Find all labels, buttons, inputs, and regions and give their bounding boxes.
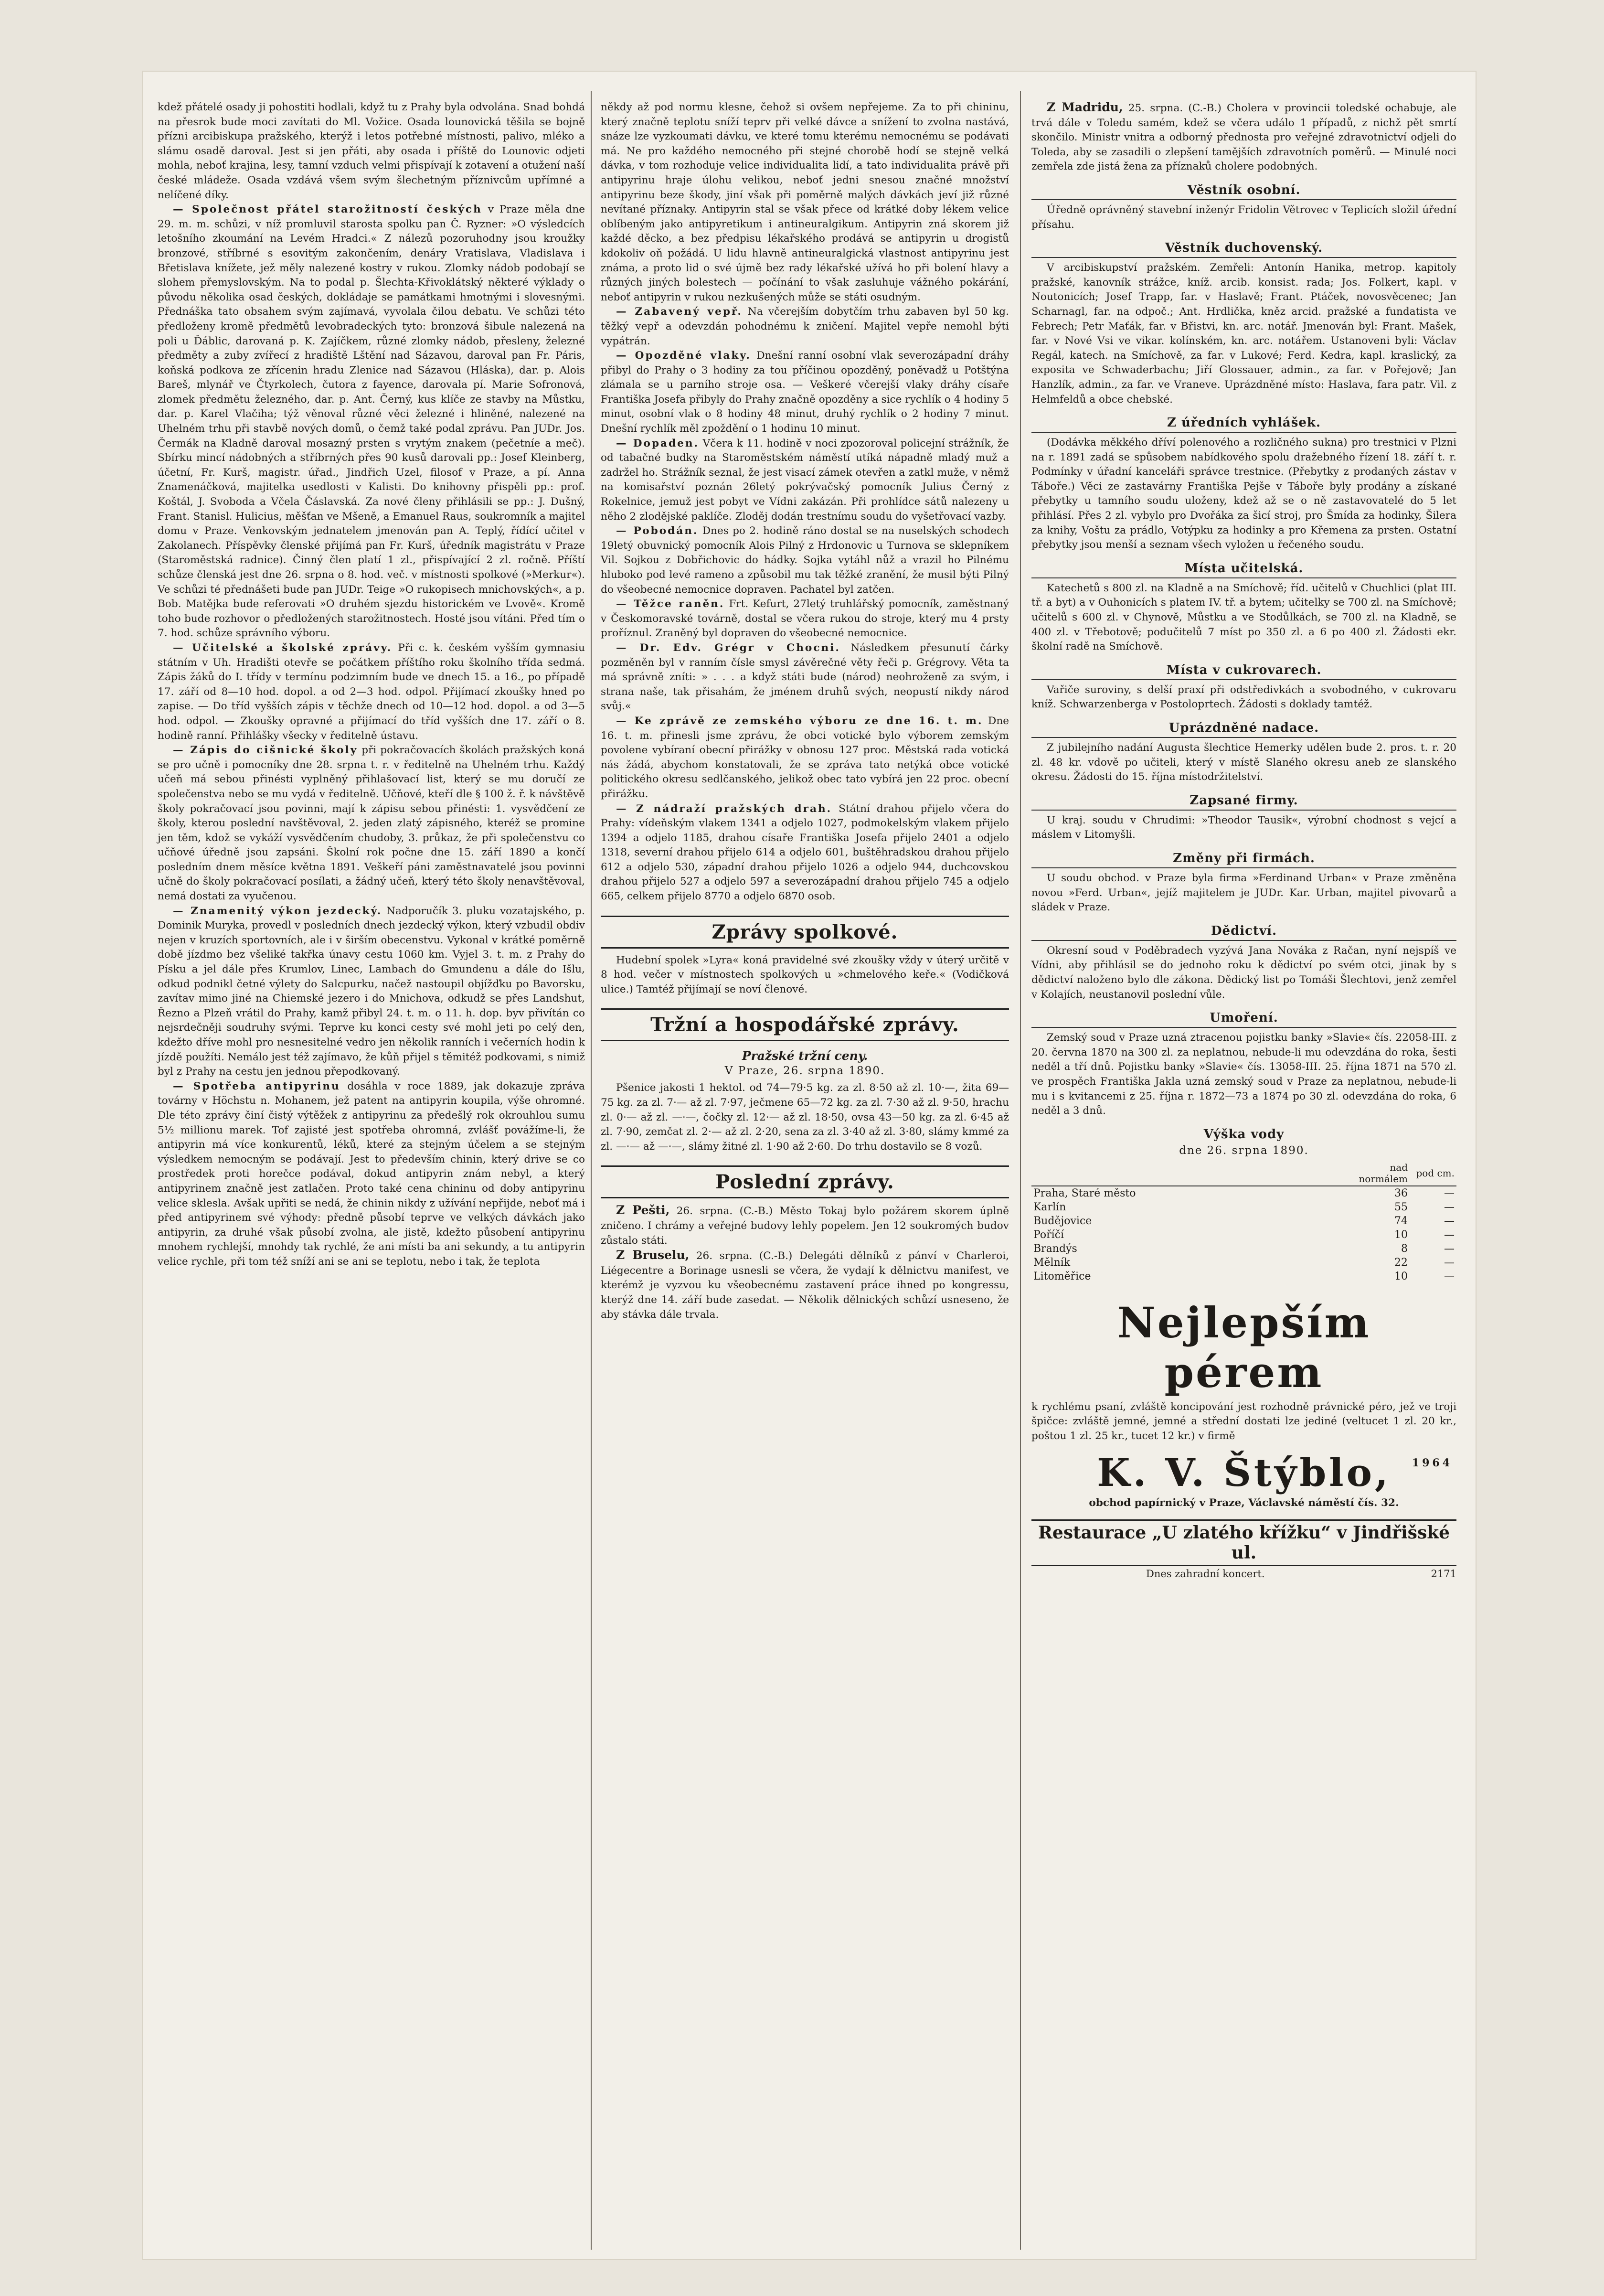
article-text: Dnešní ranní osobní vlak severozápadní dráhy přibyl do Prahy o 3 hodiny za tou příčinou opozděný, poněvadž u Potštýna zlámala se u parního stroje osa. — Veškeré včerejší vlaky dráhy císaře Františka Josefa přibyly do Prahy značně opozděny a sice rychlík o 4 hodiny 5 minut, osobní vlak o 8 hodiny 48 minut, druhý rychlík o 2 hodiny 7 minut. Dnešní rychlík měl zpoždění o 1 hodinu 10 minut. (601, 350, 1009, 435)
article (601, 802, 1009, 904)
water-level-table (1031, 1161, 1456, 1283)
section-title: Věstník osobní. (1031, 183, 1456, 200)
section-title: Zapsané firmy. (1031, 793, 1456, 811)
article-text: Vařiče suroviny, s delší praxí při odstředivkách a svobodného, v cukrovaru kníž. Schwarzenberga v Postoloprtech. Žádosti s doklady tamtéž. (1031, 683, 1456, 711)
column-header: pod cm. (1410, 1161, 1456, 1186)
concert-notice: Dnes zahradní koncert. (1146, 1568, 1265, 1580)
ad-footer (1031, 1568, 1456, 1580)
article-text: Hudební spolek »Lyra« koná pravidelné své zkoušky vždy v úterý určitě v 8 hod. večer v místnostech spolkových u »chmelového keře.« (Vodičková ulice.) Tamtéž přijímají se noví členové. (601, 954, 1009, 995)
article-text: Úředně oprávněný stavební inženýr Fridolin Větrovec v Teplicích složil úřední přísahu. (1031, 203, 1456, 231)
article (601, 641, 1009, 714)
column-2 (601, 100, 1009, 1322)
article-heading: — Pobodán. (616, 525, 699, 537)
article (158, 203, 585, 641)
table-header-row (1031, 1161, 1456, 1186)
article-text: U soudu obchod. v Praze byla firma »Ferdinand Urban« v Praze změněna novou »Ferd. Urban«, jejíž majitelem je JUDr. Kar. Urban, majitel pivovarů a sládek v Praze. (1031, 872, 1456, 914)
section-title: Věstník duchovenský. (1031, 241, 1456, 258)
section-title: Umoření. (1031, 1011, 1456, 1028)
market-prices: Pšenice jakosti 1 hektol. od 74—79·5 kg. za zl. 8·50 až zl. 10·—, žita 69—75 kg. za zl. 7·— až zl. 7·97, ječmene 65—72 kg. za zl. 7·30 až zl. 9·50, hrachu zl. 0·— až zl. —·—, čočky zl. 12·— až zl. 18·50, ovsa 43—50 kg. za zl. 6·45 až zl. 7·90, zemčat zl. 2·— až zl. 2·20, sena za zl. 3·40 až zl. 3·80, slámy kmmé za zl. —·— až —·—, slámy žitné zl. 1·90 až 2·60. Do trhu dostavilo se 8 vozů. (601, 1082, 1009, 1153)
article-heading: Z Bruselu, (616, 1248, 690, 1262)
section-title: Výška vody (1203, 1127, 1285, 1142)
ad-number: 1964 (1412, 1457, 1453, 1470)
article-text: Dne 16. t. m. přinesli jsme zprávu, že obci votické bylo výborem zemským povolene vybíraní obecní přirážky v obnosu 127 proc. Městská rada votická nás žádá, abychom konstatovali, že se zpráva tato netýká obce votické politického okresu sedlčanského, jelikož obec tato vybírá jen 22 proc. obecní přirážku. (601, 715, 1009, 800)
article-text: Frt. Kefurt, 27letý truhlářský pomocník, zaměstnaný v Českomoravské továrně, dostal se včera rukou do stroje, který mu 4 prsty proříznul. Zraněný byl dopraven do všeobecné nemocnice. (601, 598, 1009, 640)
dateline: dne 26. srpna 1890. (1179, 1144, 1309, 1157)
column-header (1031, 1161, 1357, 1186)
article (158, 1079, 585, 1270)
article (158, 904, 585, 1079)
water-level-nad: 8 (1401, 1242, 1408, 1255)
article-text: V arcibiskupství pražském. Zemřeli: Antonín Hanika, metrop. kapitoly pražské, kanovník strážce, kníž. arcib. konsist. rada; Jos. Folkert, kapl. v Noutonicích; Josef Trapp, far. v Haslavě; Frant. Ptáček, novosvěcenec; Jan Scharnagl, far. na odpoč.; Ant. Hrdlička, kněz arcid. pražské a fundatista ve Febrech; Petr Maťák, far. v Břistvi, kn. arc. notář. Jmenován byl: Frant. Mašek, far. v Nové Vsi ve vikar. kolínském, kn. arc. notářem. Ustanoveni byli: Václav Regál, katech. na Smíchově, za far. v Lukové; Ferd. Kedra, kapl. kraslický, za exposita ve Schwaderbachu; Jiří Glossauer, admin., za far. v Pořejově; Jan Hanzlík, admin., za far. ve Vraneve. Uprázdněné místo: Haslava, fara patr. Vil. z Helmfeldů a obce chebské. (1031, 262, 1456, 406)
article (601, 1203, 1009, 1248)
article-text: v Praze měla dne 29. m. m. schůzi, v níž promluvil starosta spolku pan Č. Ryzner: »O výsledcích letošního zkoumání na Levém Hradci.« Z nálezů pozoruhodny jsou kroužky bronzové, stříbrné s esovitým zakončením, denáry Vratislava, Vladislava i Břetislava knížete, jež měly nalezené kostry v rukou. Zlomky nádob podobají se slohem přemyslovským. Na to podal p. Šlechta-Křivoklátský některé výklady o původu několika osad českých, dokládaje se památkami hmotnými i slovesnými. Přednáška tato obsahem svým zajímavá, vyvolala čilou debatu. Ve schůzi této předloženy kromě předmětů levobradeckých tyto: bronzová šibule nalezená na poli u Ďáblic, darovaná p. K. Zajíčkem, různé zlomky nádob, přesleny, železné předměty a zuby zvířecí z hradiště Lštění nad Sázavou, daroval pan Fr. Páris, koňská podkova ze zřícenin hradu Zlenice nad Sázavou (Hláska), dar. p. Alois Bareš, mlynář ve Čtyrkolech, čutora z fayence, darovala pí. Marie Sofronová, zlomek předmětu železného, dar. p. Ant. Černý, kus klíče ze stavby na Můstku, dar. p. Karel Vlačiha; týž věnoval různé věci železné i hliněné, nalezené na Uhelném trhu při stavbě nových domů, o čemž také podal zprávu. Pan JUDr. Jos. Čermák na Kladně daroval mosazný prsten s vrytým znakem (pečetníe a meč). Sbírku mincí nádobných a stříbrných přes 90 kusů darovali pp.: Josef Kleinberg, účetní, Fr. Kurš, magistr. úřad., Jindřich Uzel, filosof v Praze, a pí. Anna Znamenáčková, majitelka usedlosti v Kalisti. Do knihovny přispěli pp.: prof. Koštál, J. Svoboda a Včela Čáslavská. Za nové členy přihlásili se pp.: J. Dušný, Frant. Stanisl. Hulicius, měšťan ve Mšeně, a Emanuel Raus, soukromník a majitel domu v Praze. Venkovským jednatelem jmenován pan A. Teplý, řídící učitel v Zakolanech. Příspěvky členské přijímá pan Fr. Kurš, úředník magistrátu v Praze (Staroměstská radnice). Činný člen platí 1 zl., přispívající 2 zl. ročně. Příští schůze členská jest dne 26. srpna o 8. hod. več. v místnosti spolkové (»Merkur«). Ve schůzi té přednášeti bude pan JUDr. Teige »O rukopisech mnichovských«, a p. Bob. Matějka bude referovati »O druhém sjezdu historickém ve Lvově«. Kromě toho bude rozhovor o předložených starožitnostech. Hosté jsou vítáni. Před tím o 7. hod. schůze správního výboru. (158, 203, 585, 640)
article-text: 25. srpna. (C.-B.) Cholera v provincii toledské ochabuje, ale trvá dále v Toledu samém, kdež se včera událo 1 případů, z nichž pět smrtí skončilo. Ministr vnitra a odborný přednosta pro veřejné zdravotnictví odjeli do Toleda, aby se zasadili o zlepšení tamějších zdravotních poměrů. — Minulé noci zemřela zde jistá žena za příznaků cholere podobných. (1031, 102, 1456, 173)
article (601, 714, 1009, 802)
subsection-title: Pražské tržní ceny. (742, 1049, 868, 1063)
advertiser-name: K. V. Štýblo, 1964 (1097, 1450, 1453, 1495)
article-text: Při c. k. českém vyšším gymnasiu státním v Uh. Hradišti otevře se počátkem příštího roku školního třída sedmá. Zápis žáků do I. třídy v termínu podzimním bude ve dnech 15. a 16., po případě 17. září od 8—10 hod. dopol. a od 2—3 hod. odpol. Přijímací zkoušky hned po zapise. — Do tříd vyšších zápis v těchže dnech od 10—12 hod. dopol. a od 3—5 hod. odpol. — Zkoušky opravné a přijímací do tříd vyšších dne 17. září o 8. hodině ranní. Přihlášky všecky v ředitelně ústavu. (158, 641, 585, 742)
article-text: Na včerejším dobytčím trhu zabaven byl 50 kg. těžký vepř a odevzdán pohodnému k zničení. Majitel vepře nemohl býti vypátrán. (601, 306, 1009, 347)
restaurant-ad: Restaurace „U zlatého křížku“ v Jindřišské ul. (1031, 1519, 1456, 1566)
article-text: Nadporučík 3. pluku vozatajského, p. Dominik Muryka, provedl v posledních dnech jezdecký výkon, který vzbudil obdiv nejen v kruzích sportovních, ale i v širším obecenstvu. Vykonal v krátké poměrně době jízdmo bez všeliké takřka únavy cestu 1060 km. Vyjel 3. t. m. z Prahy do Písku a jel dále přes Krumlov, Linec, Lambach do Gmundenu a dále do Išlu, odkud podnikl četné výlety do Salcpurku, načež nastoupil objížďku po Bavorsku, zavítav mimo jiné na Chiemské jezero i do Mnichova, odkudž se přes Landshut, Řezno a Plzeň vrátil do Prahy, kamž přibyl 24. t. m. o 11. h. dop. byv přivítán co nejsrdečněji soudruhy svými. Teprve ku konci cesty své mohl jeti po celý den, kdežto dříve mohl pro nesnesitelné vedro jen několik ranních i večerních hodin k jízdě použíti. Nemálo jest též zajímavo, že kůň přijel s těmitéž podkovami, s nimiž byl z Prahy na cestu jen jednou přepodkovaný. (158, 905, 585, 1078)
water-level-nad: 55 (1394, 1201, 1408, 1213)
water-level-pod: — (1444, 1256, 1455, 1269)
newspaper-page (143, 72, 1476, 2259)
article (601, 349, 1009, 437)
article-heading: — Dopaden. (616, 437, 700, 449)
article-text: Dnes po 2. hodině ráno dostal se na nuselských schodech 19letý obuvnický pomocník Alois Pilný z Hrdonovic u Turnova se sklepníkem Vil. Sojkou z Dobřichovic do hádky. Sojka vytáhl nůž a vrazil ho Pilnému hluboko pod levé rameno a způsobil mu tak těžké zranění, že musil býti Pilný do všeobecné nemocnice dopraven. Pachatel byl zatčen. (601, 525, 1009, 596)
column-3 (1031, 100, 1456, 1580)
article-text: Následkem přesunutí čárky pozměněn byl v ranním čísle smysl závěrečné věty řeči p. Grégrovy. Věta ta má správně zníti: » . . . a když státi bude (národ) neohroženě za svým, i strana naše, tak přisahám, že jménem druhů svých, neopustí nikdy národ svůj.« (601, 641, 1009, 713)
advertisement-title: Nejlepším pérem (1117, 1297, 1371, 1397)
article-heading: — Učitelské a školské zprávy. (173, 641, 393, 654)
article-text: Katechetů s 800 zl. na Kladně a na Smíchově; říd. učitelů v Chuchlici (plat III. tř. a byt) a v Ouhonicích s platem IV. tř. a bytem; učitelky se 700 zl. na Smíchově; učitelů s 600 zl. v Chynově, Můstku a ve Stodůlkách, se 700 zl. na Kladně, se 400 zl. v Třebotově; podučitelů 7 míst po 350 zl. a 6 po 400 zl. Žádosti ekr. školní radě na Smíchově. (1031, 582, 1456, 653)
section-title: Z úředních vyhlášek. (1031, 416, 1456, 433)
water-level-pod: — (1444, 1270, 1455, 1282)
table-row (1031, 1242, 1456, 1256)
water-level-pod: — (1444, 1215, 1455, 1227)
article-text: Státní drahou přijelo včera do Prahy: vídeňským vlakem 1341 a odjelo 1027, podmokelským vlakem přijelo 1394 a odjelo 1185, drahou císaře Františka Josefa přijelo 2401 a odjelo 1318, severní drahou přijelo 614 a odjelo 601, buštěhradskou drahou přijelo 612 a odjelo 530, západní drahou přijelo 1026 a odjelo 944, duchcovskou drahou přijelo 527 a odjelo 597 a severozápadní drahou přijelo 745 a odjelo 665, celkem přijelo 8770 a odjelo 6870 osob. (601, 802, 1009, 903)
section-title: Místa učitelská. (1031, 561, 1456, 578)
gauge-location: Mělník (1033, 1256, 1071, 1269)
article-heading: — Ke zprávě ze zemského výboru ze dne 16. t. m. (616, 715, 983, 727)
section-title: Poslední zprávy. (601, 1165, 1009, 1198)
gauge-location: Litoměřice (1033, 1270, 1091, 1282)
article (601, 437, 1009, 524)
section-title: Změny při firmách. (1031, 851, 1456, 868)
article-heading: — Těžce raněn. (616, 598, 725, 610)
article-text: Okresní soud v Poděbradech vyzývá Jana Nováka z Račan, nyní nejspíš ve Vídni, aby přihlásil se do jednoho roku k dědictví po svém otci, jinak by s dědictví naloženo bylo dle zákona. Dědický list po Tomáši Šlechtovi, jenž zemřel v Kolajích, neustanovil poslední vůle. (1031, 944, 1456, 1001)
gauge-location: Poříčí (1033, 1228, 1064, 1241)
section-title: Dědictví. (1031, 924, 1456, 941)
article-text: 26. srpna. (C.-B.) Město Tokaj bylo požárem skorem úplně zničeno. I chrámy a veřejné budovy lehly popelem. Jen 12 soukromých budov zůstalo státi. (601, 1205, 1009, 1247)
article (1031, 100, 1456, 174)
article-text: (Dodávka měkkého dříví polenového a rozličného sukna) pro trestnici v Plzni na r. 1891 zadá se spůsobem nabídkového spolu dražebného řízení 18. září t. r. Podmínky v úřadní kanceláři správce trestnice. (Přebytky z prodaných zástav v Táboře.) Věci ze zastavárny Františka Pejše v Táboře byly prodány a získané přebytky u tamního soudu uloženy, kdež až se o ně zastavovatelé do 5 let přihlásí. Přes 2 zl. vybylo pro Dvořáka za šicí stroj, pro Šmída za hodinky, Šilera za knihy, Voštu za prádlo, Votýpku za hodinky a pro Křemena za prsten. Ostatní přebytky jsou menší a seznam všech vyložen u řečeného soudu. (1031, 437, 1456, 551)
column-divider (1020, 91, 1021, 2250)
article (601, 305, 1009, 349)
article-heading: — Znamenitý výkon jezdecký. (173, 905, 382, 917)
table-row (1031, 1256, 1456, 1270)
water-level-nad: 22 (1394, 1256, 1408, 1269)
article (158, 743, 585, 904)
table-row (1031, 1228, 1456, 1242)
article-text: při pokračovacích školách pražských koná se pro učně i pomocníky dne 28. srpna t. r. v ředitelně na Uhelném trhu. Každý učeň má sebou přinésti vyplněný přihlašovací list, který se mu doručí ze společenstva nebo se mu vydá v ředitelně. Učňové, kteří dle § 100 ž. ř. k návštěvě školy pokračovací jsou povinni, mají k zápisu sebou přinésti: 1. vysvědčení ze školy, kterou poslední navštěvoval, 2. jeden zlatý zápisného, kteréž se promine jen těm, kdož se vykáží vysvědčením chudoby, 3. průkaz, že při společenstvu co učňové úředně jsou zapsáni. Školní rok počne dne 15. září 1890 a končí posledním dnem měsíce května 1891. Veškeří páni zaměstnavatelé jsou povinni učně do školy pokračovací posílati, a žádný učeň, který této školy nenavštěvoval, nemá dostati za vyučenou. (158, 744, 585, 903)
article-heading: — Zabavený vepř. (616, 306, 743, 318)
article-text: Včera k 11. hodině v noci zpozoroval policejní strážník, že od tabačné budky na Staroměstském náměstí utíká nápadně mladý muž a zadržel ho. Strážník seznal, že jest visací zámek otevřen a zatkl muže, v němž na komisařství poznán 26letý pokrývačský pomocník Julius Černý z Rokelnice, jemuž jest pobyt ve Vídni zakázán. Při prohlídce sátů nalezeny u něho 2 zlodějské paklíče. Zloděj dodán trestnímu soudu do vyšetřovací vazby. (601, 437, 1009, 523)
section-title: Místa v cukrovarech. (1031, 663, 1456, 680)
article-text: Z jubilejního nadání Augusta šlechtice Hemerky udělen bude 2. pros. t. r. 20 zl. 48 kr. vdově po učiteli, který v místě Slaného okresu aneb ze slanského okresu. Žádosti do 15. října místodržitelství. (1031, 742, 1456, 783)
section-title: Zprávy spolkové. (601, 916, 1009, 949)
ad-number: 2171 (1431, 1568, 1456, 1580)
article-heading: — Opozděné vlaky. (616, 350, 751, 362)
water-level-nad: 74 (1394, 1215, 1408, 1227)
article-heading: — Dr. Edv. Grégr v Chocni. (616, 641, 840, 654)
water-level-nad: 10 (1394, 1270, 1408, 1282)
article (601, 524, 1009, 597)
advertiser-address: obchod papírnický v Praze, Václavské náměstí čís. 32. (1089, 1497, 1399, 1509)
article-heading: — Spotřeba antipyrinu (173, 1080, 340, 1092)
article-heading: Z Pešti, (616, 1203, 670, 1217)
article-text: Zemský soud v Praze uzná ztracenou pojistku banky »Slavie« čís. 22058-III. z 20. června 1870 na 300 zl. za neplatnou, nebude-li mu odevzdána do roka, šesti neděl a tří dnů. Pojistku banky »Slavie« čís. 13058-III. 25. října 1871 na 570 zl. ve prospěch Františka Jakla uzná zemský soud v Praze za neplatnou, nebude-li mu i s kvitancemi z 25. října r. 1872—73 a 1874 po 30 zl. odevzdána do roka, 6 neděl a 3 dnů. (1031, 1032, 1456, 1117)
gauge-location: Budějovice (1033, 1215, 1092, 1227)
water-level-pod: — (1444, 1242, 1455, 1255)
column-divider (591, 91, 592, 2250)
advertisement-text: k rychlému psaní, zvláště koncipování jest rozhodně právnické péro, jež ve troji špičce: zvláště jemné, jemné a střední dostati lze jediné (veltucet 1 zl. 20 kr., poštou 1 zl. 25 kr., tucet 12 kr.) v firmě (1031, 1400, 1456, 1442)
section-title: Tržní a hospodářské zprávy. (601, 1008, 1009, 1041)
water-level-nad: 10 (1394, 1228, 1408, 1241)
article-heading: — Zápis do cišnické školy (173, 744, 358, 757)
article (601, 1248, 1009, 1322)
gauge-location: Brandýs (1033, 1242, 1077, 1255)
dateline: V Praze, 26. srpna 1890. (724, 1065, 885, 1078)
gauge-location: Karlín (1033, 1201, 1066, 1213)
table-row (1031, 1214, 1456, 1228)
table-row (1031, 1270, 1456, 1283)
section-title: Uprázdněné nadace. (1031, 721, 1456, 738)
gauge-location: Praha, Staré město (1033, 1187, 1136, 1199)
water-level-pod: — (1444, 1228, 1455, 1241)
article (601, 597, 1009, 641)
water-level-nad: 36 (1394, 1187, 1408, 1199)
article-text: kdež přátelé osady ji pohostiti hodlali, když tu z Prahy byla odvolána. Snad bohdá na přesrok bude moci zavítati do Ml. Vožice. Osada lounovická těšila se bojně přízni arcibiskupa pražského, kterýž i letos potřebné místnosti, palivo, mléko a slámu osadě daroval. Jest si jen přáti, aby osada i příště do Lounovic odjeti mohla, neboť krajina, lesy, tamní vzduch velmi přispívají k zotavení a otužení naší české mládeže. Osada vzdává všem svým šlechetným příznivcům upřímné a nelíčené díky. (158, 101, 585, 201)
column-1 (158, 100, 585, 1270)
article-text: někdy až pod normu klesne, čehož si ovšem nepřejeme. Za to při chininu, který značně teplotu sníží teprv při velké dávce a snížení to zvolna nastává, snáze lze vyzkoumati dávku, ve které tomu kterému nemocnému se podávati má. Ne pro každého nemocného při stejné chorobě hodí se stejně velká dávka, v tom rozhoduje velice individualita lidí, a tato individualita právě při antipyrinu hraje úlohu velikou, neboť jedni snesou značné množství antipyrinu beze škody, jiní však při poměrně malých dávkách jeví již různé nevítané příznaky. Antipyrin stal se však přece od krátké doby lékem velice oblíbeným jako antipyretikum i antineuralgikum. Antipyrin zná skorem již každé děcko, a bez předpisu lékařského prodává se antipyrin u drogistů kdokoliv oň požádá. U lidu hlavně antineuralgická vlastnost antipyrinu jest známa, a proto lid o své újmě bez rady lékařské užívá ho při bolení hlavy a různých jiných bolestech — počínání to však zasluhuje vážného pokárání, neboť antipyrin v rukou nezkušených může se státi osudným. (601, 101, 1009, 303)
article (158, 641, 585, 743)
table-row (1031, 1186, 1456, 1200)
article-text: dosáhla v roce 1889, jak dokazuje zpráva továrny v Höchstu n. Mohanem, jež patent na antipyrin koupila, výše ohromné. Dle této zprávy činí čistý výtěžek z antipyrinu za předešlý rok okrouhlou sumu 5½ millionu marek. Tof zajisté jest spotřeba ohromná, zvlášť povážíme-li, že antipyrin má více konkurentů, léků, které za stejným účelem a se stejným výsledkem nemocným se podávají. Jest to především chinin, který drive se co prostředek proti horečce podával, dokud antipyrin znám nebyl, a který antipyrinem značně jest zatlačen. Proto také cena chininu od doby antipyrinu velice sklesla. Avšak upřiti se nedá, že chinin nikdy z užívání nepřijde, neboť má i před antipyrinem své výhody: předně působí teprve ve velkých dávkách jako antipyrin, za druhé však působí zvolna, ale jistě, kdežto působení antipyrinu mnohem rychlejší, mnohdy tak rychlé, že ani místi ba ani sekundy, a tu antipyrin velice rychle, při tom též sníží ani se ani se teplotu, nebo i tak, že teplota (158, 1080, 585, 1268)
column-header: nad normálem (1357, 1161, 1410, 1186)
article-text: U kraj. soudu v Chrudimi: »Theodor Tausik«, výrobní chodnost s vejcí a máslem v Litomyšli. (1031, 814, 1456, 841)
article-heading: Z Madridu, (1047, 100, 1123, 114)
article-heading: — Z nádraží pražských drah. (616, 802, 832, 815)
article-heading: — Společnost přátel starožitností českých (173, 203, 482, 216)
table-row (1031, 1200, 1456, 1214)
water-level-pod: — (1444, 1187, 1455, 1199)
article-text: 26. srpna. (C.-B.) Delegáti dělníků z pánví v Charleroi, Liégecentre a Borinage usnesli se včera, že vydají k dělnictvu manifest, ve kterémž je vyzvou ku všeobecnému zastavení práce ihned po kongressu, kterýž dne 14. září bude zasedat. — Několik dělnických schůzí usneseno, že aby stávka dále trvala. (601, 1250, 1009, 1321)
water-level-pod: — (1444, 1201, 1455, 1213)
